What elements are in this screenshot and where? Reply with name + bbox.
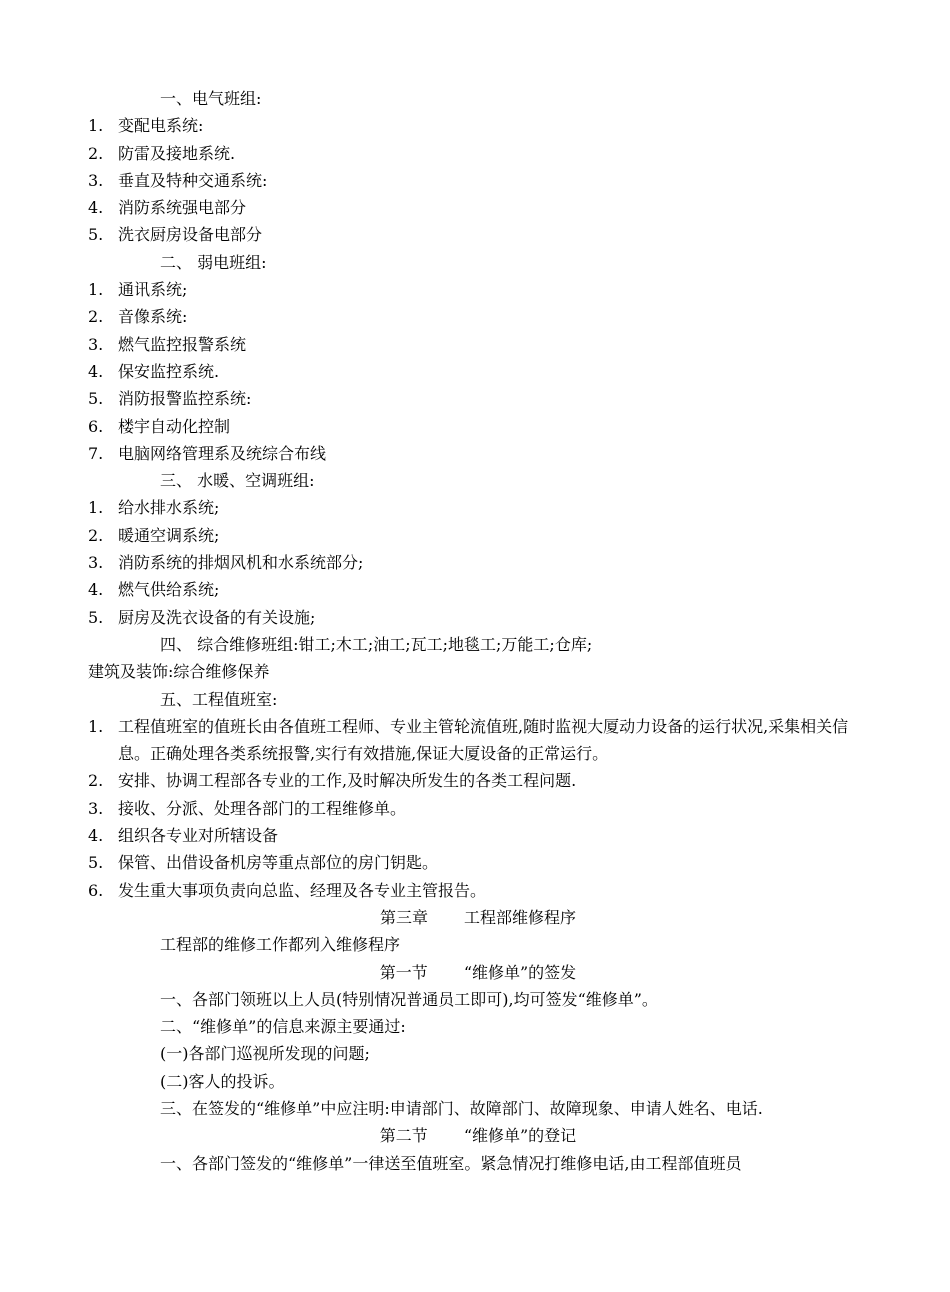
list-number: 3. — [88, 170, 104, 190]
section-name: “维修单”的签发 — [463, 962, 577, 982]
section-title — [88, 1122, 868, 1149]
section-title — [88, 959, 868, 986]
paragraph: 一、各部门签发的“维修单”一律送至值班室。紧急情况打维修电话,由工程部值班员 — [160, 1153, 742, 1173]
list-text: 消防系统强电部分 — [118, 198, 247, 218]
list-item — [88, 385, 868, 412]
list-item — [88, 331, 868, 358]
list-number: 3. — [88, 334, 104, 354]
chapter-name: 工程部维修程序 — [464, 907, 577, 927]
list-text: 消防报警监控系统: — [118, 389, 252, 409]
list-text: 音像系统: — [118, 307, 188, 327]
list-item — [88, 822, 868, 849]
list-text: 保安监控系统. — [118, 361, 220, 381]
list-item — [88, 358, 868, 385]
document-page — [88, 85, 868, 1177]
paragraph: 二、“维修单”的信息来源主要通过: — [160, 1017, 406, 1037]
list-item — [88, 194, 868, 221]
list-number: 2. — [88, 307, 104, 327]
list-item — [88, 767, 868, 794]
list-number: 4. — [88, 826, 104, 846]
list-number: 1. — [88, 116, 104, 136]
list-text: 垂直及特种交通系统: — [118, 170, 268, 190]
list-item — [88, 604, 868, 631]
list-item — [88, 877, 868, 904]
list-text: 组织各专业对所辖设备 — [118, 826, 279, 846]
list-number: 5. — [88, 853, 104, 873]
list-text: 厨房及洗衣设备的有关设施; — [118, 607, 316, 627]
list-text: 电脑网络管理系及统综合布线 — [118, 443, 327, 463]
list-number: 3. — [88, 798, 104, 818]
list-number: 1. — [88, 280, 104, 300]
list-number: 7. — [88, 443, 104, 463]
list-text: 接收、分派、处理各部门的工程维修单。 — [118, 798, 407, 818]
paragraph: 工程部的维修工作都列入维修程序 — [160, 935, 401, 955]
list-text: 给水排水系统; — [118, 498, 220, 518]
list-number: 1. — [88, 716, 104, 736]
list-item — [88, 112, 868, 139]
list-number: 4. — [88, 580, 104, 600]
list-item — [88, 440, 868, 467]
section-number: 第一节 — [379, 962, 428, 982]
list-text: 防雷及接地系统. — [118, 143, 236, 163]
list-text: 燃气监控报警系统 — [118, 334, 247, 354]
paragraph: 建筑及装饰:综合维修保养 — [88, 662, 270, 682]
list-item — [88, 522, 868, 549]
list-number: 1. — [88, 498, 104, 518]
list-number: 6. — [88, 416, 104, 436]
list-item — [88, 713, 868, 768]
section-name: “维修单”的登记 — [463, 1126, 577, 1146]
list-number: 2. — [88, 525, 104, 545]
list-number: 5. — [88, 225, 104, 245]
paragraph: (一)各部门巡视所发现的问题; — [160, 1044, 370, 1064]
list-number: 4. — [88, 361, 104, 381]
list-number: 5. — [88, 607, 104, 627]
paragraph: (二)客人的投诉。 — [160, 1071, 285, 1091]
section-heading: 三、 水暖、空调班组: — [160, 471, 315, 491]
list-number: 2. — [88, 771, 104, 791]
list-number: 6. — [88, 880, 104, 900]
list-item — [88, 576, 868, 603]
list-text: 洗衣厨房设备电部分 — [118, 225, 263, 245]
list-text: 变配电系统: — [118, 116, 204, 136]
list-item — [88, 140, 868, 167]
section-heading: 一、电气班组: — [160, 89, 262, 108]
list-item — [88, 221, 868, 248]
section-heading: 二、 弱电班组: — [160, 252, 267, 272]
list-item — [88, 276, 868, 303]
paragraph: 一、各部门领班以上人员(特别情况普通员工即可),均可签发“维修单”。 — [160, 989, 658, 1009]
list-text: 保管、出借设备机房等重点部位的房门钥匙。 — [118, 853, 439, 873]
list-item — [88, 494, 868, 521]
list-text: 暖通空调系统; — [118, 525, 220, 545]
list-item — [88, 167, 868, 194]
list-text: 通讯系统; — [118, 280, 188, 300]
list-item — [88, 849, 868, 876]
list-item — [88, 795, 868, 822]
list-number: 4. — [88, 198, 104, 218]
section-number: 第二节 — [379, 1126, 428, 1146]
list-text: 楼宇自动化控制 — [118, 416, 231, 436]
list-text: 工程值班室的值班长由各值班工程师、专业主管轮流值班,随时监视大厦动力设备的运行状况,采集相关信息。正确处理各类系统报警,实行有效措施,保证大厦设备的正常运行。 — [118, 716, 849, 764]
list-number: 3. — [88, 553, 104, 573]
chapter-number: 第三章 — [379, 907, 428, 927]
chapter-title — [88, 904, 868, 931]
list-text: 消防系统的排烟风机和水系统部分; — [118, 553, 364, 573]
list-text: 发生重大事项负责向总监、经理及各专业主管报告。 — [118, 880, 487, 900]
list-item — [88, 549, 868, 576]
list-item — [88, 413, 868, 440]
section-heading: 四、 综合维修班组:钳工;木工;油工;瓦工;地毯工;万能工;仓库; — [160, 634, 593, 654]
list-number: 5. — [88, 389, 104, 409]
list-text: 安排、协调工程部各专业的工作,及时解决所发生的各类工程问题. — [118, 771, 577, 791]
paragraph: 三、在签发的“维修单”中应注明:申请部门、故障部门、故障现象、申请人姓名、电话. — [160, 1098, 763, 1118]
section-heading: 五、工程值班室: — [160, 689, 278, 709]
list-item — [88, 303, 868, 330]
list-number: 2. — [88, 143, 104, 163]
list-text: 燃气供给系统; — [118, 580, 220, 600]
